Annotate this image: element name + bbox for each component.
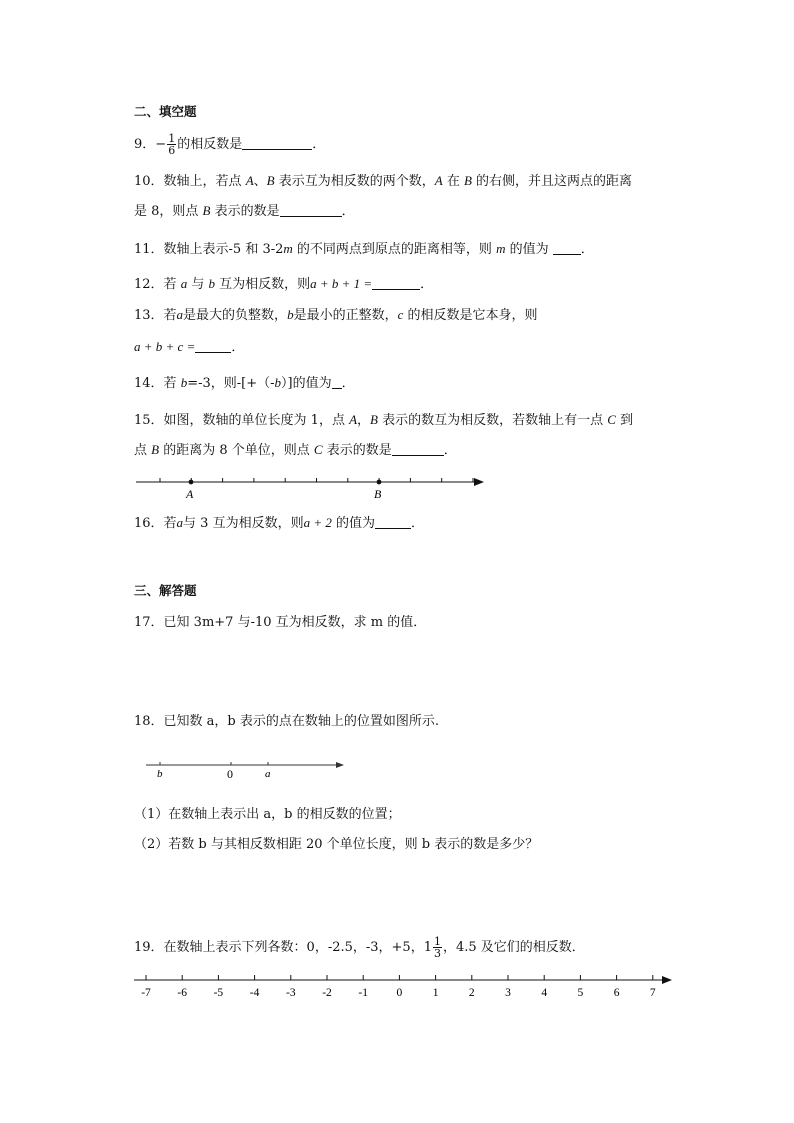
question-17: 17．已知 3m+7 与-10 互为相反数，求 m 的值． — [134, 615, 427, 630]
point-b-label: B — [374, 487, 382, 501]
tick-label: -3 — [286, 987, 296, 999]
answer-blank-12[interactable] — [372, 276, 420, 290]
tick-label: 0 — [396, 987, 403, 999]
tick-label: -5 — [213, 987, 224, 999]
answer-blank-16[interactable] — [375, 515, 411, 529]
tick-label: 6 — [613, 987, 620, 999]
axis-arrow — [474, 478, 484, 486]
question-19: 19．在数轴上表示下列各数：0，-2.5，-3，+5，1 $\frac{1}{3}$ ，4.5 及它们的相反数． — [134, 935, 585, 960]
question-11: 11．数轴上表示-5 和 3-2m 的不同两点到原点的距离相等，则 m 的值为 ． — [134, 241, 594, 257]
question-16: 16．若a与 3 互为相反数，则a + 2 的值为 ． — [134, 515, 425, 531]
fraction-one-sixth: $\frac{1}{6}$ — [168, 132, 176, 157]
number-line-q19 — [130, 972, 680, 1004]
question-10-line-2: 是 8，则点 B 表示的数是 ． — [134, 203, 355, 219]
axis-arrow — [662, 976, 672, 984]
tick-label: -4 — [249, 987, 260, 999]
axis-ticks — [160, 478, 473, 482]
label-0: 0 — [227, 767, 233, 781]
question-10-line-1: 10．数轴上，若点 A、B 表示互为相反数的两个数，A 在 B 的右侧，并且这两点的距离 — [134, 173, 633, 189]
tick-label: -1 — [358, 987, 368, 999]
point-a-dot — [189, 480, 194, 485]
section-heading-fill-in: 二、填空题 — [134, 104, 197, 119]
fraction-one-third: $\frac{1}{3}$ — [434, 935, 441, 960]
number-line-q18 — [140, 756, 350, 782]
tick-label: 3 — [505, 987, 511, 999]
answer-blank-14[interactable] — [332, 375, 342, 389]
question-12: 12．若 a 与 b 互为相反数，则a + b + 1 = ． — [134, 276, 434, 292]
answer-blank-13[interactable] — [195, 339, 231, 353]
point-a-label: A — [186, 487, 194, 501]
answer-blank-9[interactable] — [242, 136, 312, 150]
question-14: 14．若 b=-3，则-[+（-b）]的值为 ． — [134, 375, 355, 391]
tick-label: -7 — [141, 987, 151, 999]
question-15-line-1: 15．如图，数轴的单位长度为 1，点 A，B 表示的数互为相反数，若数轴上有一点 C 到 — [134, 412, 634, 428]
question-18-part-2: （2）若数 b 与其相反数相距 20 个单位长度，则 b 表示的数是多少？ — [134, 837, 539, 852]
tick-label: 7 — [649, 987, 656, 999]
axis-ticks — [141, 975, 656, 999]
axis-arrow — [336, 762, 344, 768]
tick-label: -6 — [177, 987, 187, 999]
question-15-line-2: 点 B 的距离为 8 个单位，则点 C 表示的数是 ． — [134, 442, 457, 458]
point-b-dot — [377, 480, 382, 485]
tick-label: 1 — [432, 987, 439, 999]
label-b: b — [157, 768, 163, 780]
section-heading-solve: 三、解答题 — [134, 583, 197, 598]
label-a: a — [265, 768, 271, 780]
answer-blank-11[interactable] — [553, 241, 581, 255]
answer-blank-15[interactable] — [392, 442, 444, 456]
question-13-line-1: 13．若a是最大的负整数，b是最小的正整数，c 的相反数是它本身，则 — [134, 307, 538, 323]
tick-label: 5 — [577, 987, 584, 999]
answer-blank-10[interactable] — [280, 203, 342, 217]
question-9: 9．− $\frac{1}{6}$ 的相反数是 ． — [134, 132, 326, 157]
question-18-part-1: （1）在数轴上表示出 a，b 的相反数的位置； — [134, 807, 401, 822]
tick-label: 2 — [468, 987, 475, 999]
number-line-q15 — [130, 470, 490, 504]
question-13-line-2: a + b + c = ． — [134, 339, 245, 355]
tick-label: -2 — [322, 987, 332, 999]
question-18: 18．已知数 a，b 表示的点在数轴上的位置如图所示. — [134, 714, 440, 729]
tick-label: 4 — [541, 987, 548, 999]
